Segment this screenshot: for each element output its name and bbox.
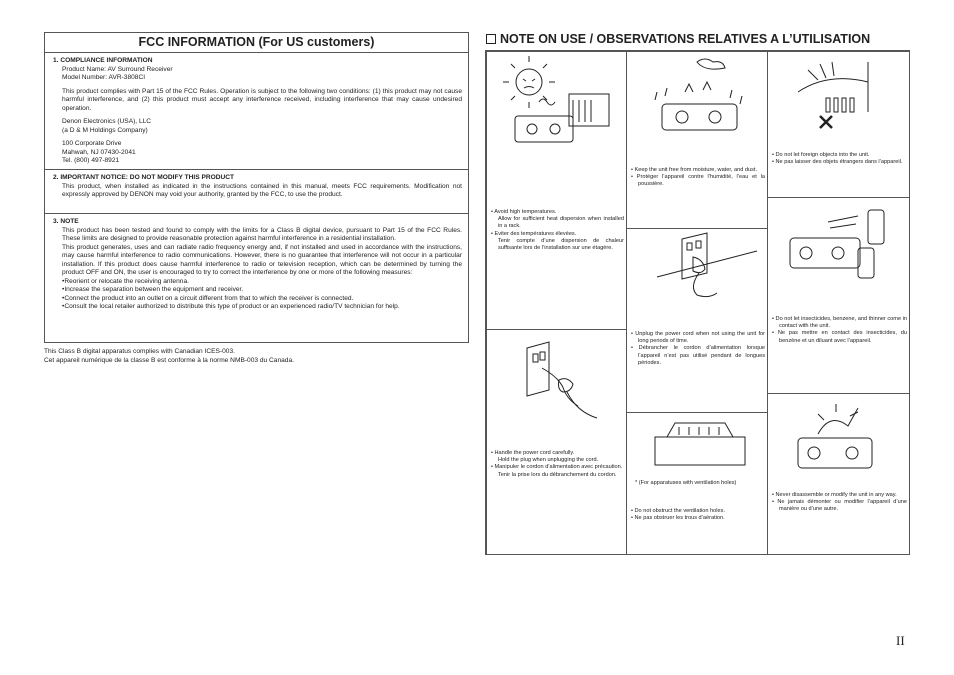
company-name: Denon Electronics (USA), LLC	[62, 118, 152, 125]
heat-fr-1: Eviter des températures élevées.	[494, 230, 577, 237]
checkbox-icon	[486, 34, 496, 44]
telephone: Tel. (800) 497-8921	[62, 157, 120, 164]
ventilation-illustration	[627, 413, 769, 473]
note-title-text: NOTE ON USE / OBSERVATIONS RELATIVES A L’UTILISATION	[500, 32, 871, 46]
unplug-fr: • Débrancher le cordon d’alimentation lorsque l’appareil n’est pas utilisé pendant de longues périodes.	[631, 345, 765, 367]
usage-illustrations-grid	[485, 50, 910, 555]
disassemble-fr: • Ne jamais démonter ou modifier l’appareil d’une manière ou d’une autre.	[772, 499, 907, 513]
disassemble-caption	[772, 492, 907, 514]
note-on-use-title	[486, 32, 870, 46]
vent-footnote: * (For apparatuses with ventilation holes)	[635, 480, 737, 486]
page-number: II	[896, 633, 905, 648]
cord-en-2: Hold the plug when unplugging the cord.	[498, 457, 599, 464]
fcc-information-box	[44, 32, 469, 343]
note-heading: 3. NOTE	[53, 218, 79, 225]
cell-foreign	[767, 51, 910, 198]
important-notice-body: This product, when installed as indicated in the instructions contained in this manual, meets FCC requirements. Modification not expressly approved by DENON may void your authority, granted by the FCC, to use the product.	[62, 182, 462, 198]
fcc-title: FCC INFORMATION (For US customers)	[45, 33, 468, 53]
heat-fr-2: Tenir compte d’une dispersion de chaleur suffisante lors de l’installation sur une étagère.	[498, 237, 624, 252]
product-name: Product Name: AV Surround Receiver	[62, 65, 173, 73]
cell-insecticide	[767, 197, 910, 394]
list-item: • Increase the separation between the equipment and receiver.	[62, 286, 462, 295]
note-section	[45, 214, 468, 316]
compliance-section	[45, 53, 468, 170]
unplug-en: • Unplug the power cord when not using the unit for long periods of time.	[631, 331, 765, 345]
cord-caption	[491, 450, 624, 479]
cord-fr-2: Tenir la prise lors du débranchement du cordon.	[498, 471, 617, 478]
note-body-1: This product has been tested and found to comply with the limits for a Class B digital device, pursuant to Part 15 of the FCC Rules. These limits are designed to provide reasonable protection against harmful interference in a residential installation.	[62, 226, 462, 242]
cell-disassemble	[767, 393, 910, 555]
measures-list	[62, 278, 462, 312]
cell-heat	[486, 51, 627, 330]
foreign-objects-illustration	[768, 52, 911, 142]
address-line-2: Mahwah, NJ 07430-2041	[62, 148, 136, 156]
compliance-heading: 1. COMPLIANCE INFORMATION	[53, 57, 153, 64]
canada-french: Cet appareil numérique de la classe B est conforme à la norme NMB-003 du Canada.	[44, 356, 294, 364]
address-line-1: 100 Corporate Drive	[62, 140, 122, 147]
cell-unplug	[626, 228, 768, 413]
insecticide-caption	[772, 316, 907, 345]
insecticide-en: • Do not let insecticides, benzene, and thinner come in contact with the unit.	[772, 316, 907, 330]
moisture-en: • Keep the unit free from moisture, water, and dust.	[631, 167, 765, 174]
unplug-illustration	[627, 229, 769, 329]
cell-cord	[486, 329, 627, 555]
important-notice-heading: 2. IMPORTANT NOTICE: DO NOT MODIFY THIS PRODUCT	[53, 174, 235, 181]
foreign-caption	[772, 152, 907, 166]
list-item: • Consult the local retailer authorized to distribute this type of product or an experienced radio/TV technician for help.	[62, 303, 462, 312]
vent-fr: • Ne pas obstruer les trous d’aération.	[631, 515, 765, 522]
moisture-illustration	[627, 52, 769, 152]
cell-vent	[626, 412, 768, 555]
compliance-body: This product complies with Part 15 of the FCC Rules. Operation is subject to the following two conditions: (1) this product may not cause harmful interference, and (2) this product must accept any interference received, including interference that may cause undesired operation.	[62, 87, 462, 112]
unplug-caption	[631, 331, 765, 367]
note-body-2: This product generates, uses and can radiate radio frequency energy and, if not installed and used in accordance with the instructions, may cause harmful interference to radio communications. However, there is no guarantee that interference will not occur in a particular installation. If this product does cause harmful interference to radio or television reception, which can be determined by turning the product OFF and ON, the user is encouraged to try to correct the interference by one or more of the following measures:	[62, 243, 462, 276]
company-parent: (a D & M Holdings Company)	[62, 126, 148, 134]
list-item: • Reorient or relocate the receiving antenna.	[62, 278, 462, 287]
moisture-caption	[631, 167, 765, 189]
insecticide-fr: • Ne pas mettre en contact des insecticides, du benzène et un diluant avec l’appareil.	[772, 330, 907, 344]
foreign-en: • Do not let foreign objects into the unit.	[772, 152, 907, 159]
cord-en-1: Handle the power cord carefully.	[494, 450, 575, 456]
cell-moisture	[626, 51, 768, 229]
important-notice-section	[45, 170, 468, 214]
sun-heat-illustration	[487, 52, 628, 162]
heat-caption	[491, 209, 624, 252]
power-cord-illustration	[487, 330, 628, 440]
model-number: Model Number: AVR-3808CI	[62, 74, 146, 81]
vent-en: • Do not obstruct the ventilation holes.	[631, 508, 765, 515]
cord-fr-1: Manipuler le cordon d’alimentation avec précaution.	[494, 464, 623, 471]
foreign-fr: • Ne pas laisser des objets étrangers dans l’appareil.	[772, 159, 907, 166]
canada-compliance	[44, 348, 294, 365]
disassemble-en: • Never disassemble or modify the unit in any way.	[772, 492, 907, 499]
spray-illustration	[768, 198, 911, 288]
list-item: • Connect the product into an outlet on a circuit different from that to which the receiver is connected.	[62, 295, 462, 304]
moisture-fr: • Protéger l’appareil contre l’humidité, l’eau et la poussière.	[631, 174, 765, 188]
heat-en-2: Allow for sufficient heat dispersion when installed in a rack.	[498, 216, 624, 230]
heat-en-1: Avoid high temperatures.	[494, 209, 557, 215]
canada-english: This Class B digital apparatus complies with Canadian ICES-003.	[44, 348, 235, 355]
disassemble-illustration	[768, 394, 911, 484]
vent-caption	[631, 508, 765, 522]
